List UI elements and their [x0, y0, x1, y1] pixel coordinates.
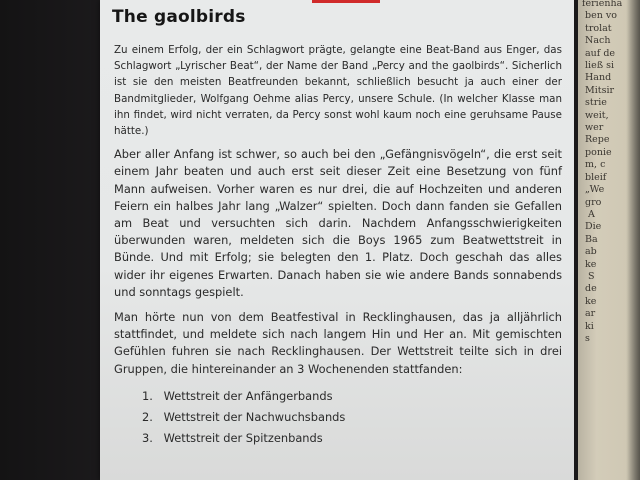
list-item: 3. Wettstreit der Spitzenbands	[142, 430, 323, 445]
red-tape-strip	[312, 0, 380, 3]
paragraph-festival: Man hörte nun von dem Beatfestival in Recklinghausen, das ja alljährlich stattfindet, und meldete sich nach langem Hin und Her an. Mit gemischten Gefühlen fuhren sie nach Recklinghausen. Der Wettstreit teilte sich in drei Gruppen, die hintereinander an 3 Wochenenden stattfanden:	[114, 310, 562, 376]
contest-list	[114, 386, 562, 449]
paragraph-history: Aber aller Anfang ist schwer, so auch bei den „Gefängnisvögeln“, die erst seit einem Jahr beaten und auch erst seit dieser Zeit eine Besetzung von fünf Mann aufweisen. Vorher waren es nur drei, die auf Hochzeiten und anderen Feiern ein halbes Jahr lang „Walzer“ spielten. Doch dann fanden sie Gefallen am Beat und versuchten sich darin. Nachdem Anfangsschwierigkeiten überwunden waren, meldeten sich die Boys 1965 zum Beatwettstreit in Bünde. Und mit Erfolg; sie belegten den 1. Platz. Doch geschah das alles wider ihr eigenes Erwarten. Danach haben sie wie andere Bands sonnabends und sonntags gespielt.	[114, 147, 562, 299]
article-body	[114, 42, 562, 449]
article-title: The gaolbirds	[112, 7, 246, 27]
article-page	[100, 0, 574, 480]
clipping-text: ferienhä ben vo trolat Nach auf de ließ si Hand Mitsir strie weit, wer Repe ponie m, c bleif „We gro A Die Ba ab ke S de ke ar ki s	[582, 0, 623, 344]
list-item: 1. Wettstreit der Anfängerbands	[142, 388, 333, 403]
paragraph-intro: Zu einem Erfolg, der ein Schlagwort prägte, gelangte eine Beat-Band aus Enger, das Schlagwort „Lyrischer Beat“, der Name der Band „Percy and the gaolbirds“. Sicherlich ist sie den meisten Beatfreunden bekannt, schließlich besucht ja auch einer der Bandmitglieder, Wolfgang Oehme alias Percy, unsere Schule. (In welcher Klasse man ihn findet, wird nicht verraten, da Percy sonst wohl kaum noch eine geruhsame Pause hätte.)	[114, 44, 562, 138]
list-item: 2. Wettstreit der Nachwuchsbands	[142, 409, 346, 424]
newspaper-clipping	[578, 0, 640, 480]
clipping-shadow	[626, 0, 640, 480]
